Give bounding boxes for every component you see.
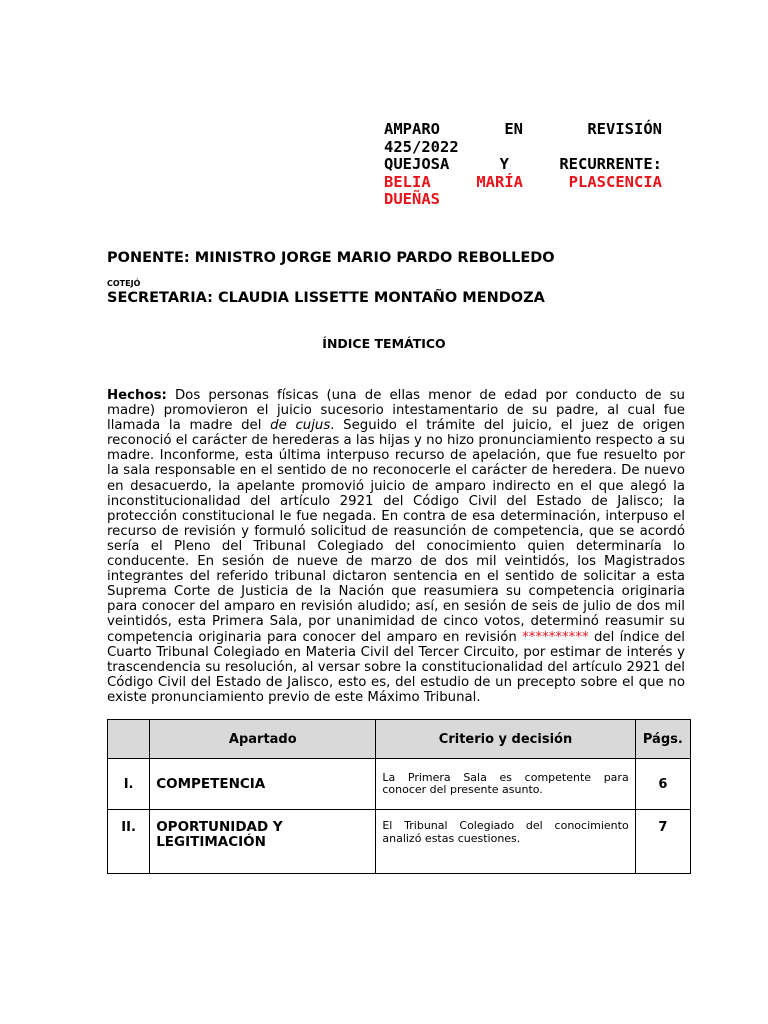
party-name-line1: BELIA MARÍA PLASCENCIA [384, 172, 662, 191]
row-criterio: La Primera Sala es competente para conocer del presente asunto. [376, 759, 635, 810]
table-row [108, 759, 691, 810]
index-title: ÍNDICE TEMÁTICO [322, 336, 446, 351]
row-apartado: OPORTUNIDAD Y LEGITIMACIÓN [150, 810, 376, 874]
header-criterio: Criterio y decisión [376, 720, 635, 759]
facts-text-c: del índice del Cuarto Tribunal Colegiado en Materia Civil del Tercer Circuito, por estimar de interés y trascendencia su resolución, al versar sobre la constitucionalidad del artículo 2921 del Código Civil del Estado de Jalisco, esto es, del estudio de un precepto sobre el que no existe pronunciamiento previo de este Máximo Tribunal. [107, 629, 685, 705]
ponente-line: PONENTE: MINISTRO JORGE MARIO PARDO REBOLLEDO [107, 250, 555, 266]
facts-paragraph [107, 388, 685, 705]
facts-text-b: . Seguido el trámite del juicio, el juez de origen reconoció el carácter de herederas a las hijas y no hizo pronunciamiento respecto a su madre. Inconforme, esta última interpuso recurso de apelación, que fue resuelto por la sala responsable en el sentido de no reconocerle el carácter de heredera. De nuevo en desacuerdo, la apelante promovió juicio de amparo indirecto en el que alegó la inconstitucionalidad del artículo 2921 del Código Civil del Estado de Jalisco; la protección constitucional le fue negada. En contra de esa determinación, interpuso el recurso de revisión y formuló solicitud de reasunción de competencia, que se acordó sería el Pleno del Tribunal Colegiado del conocimiento quien determinaría lo conducente. En sesión de nueve de marzo de dos mil veintidós, los Magistrados integrantes del referido tribunal dictaron sentencia en el sentido de solicitar a esta Suprema Corte de Justicia de la Nación que reasumiera su competencia originaria para conocer del amparo en revisión aludido; así, en sesión de seis de julio de dos mil veintidós, esta Primera Sala, por unanimidad de cinco votos, determinó reasumir su competencia originaria para conocer del amparo en revisión [107, 418, 685, 645]
row-criterio: El Tribunal Colegiado del conocimiento analizó estas cuestiones. [376, 810, 635, 874]
table-row [108, 810, 691, 874]
row-pags: 6 [635, 759, 690, 810]
header-num [108, 720, 150, 759]
row-num: II. [108, 810, 150, 874]
row-num: I. [108, 759, 150, 810]
cotejo-label: COTEJÓ [107, 279, 141, 288]
facts-label: Hechos: [107, 388, 167, 403]
facts-italic: de cujus [270, 418, 331, 434]
party-name-line2: DUEÑAS [384, 190, 440, 208]
case-number: 425/2022 [384, 137, 459, 156]
index-table [107, 719, 691, 874]
row-apartado: COMPETENCIA [150, 759, 376, 810]
table-header-row [108, 720, 691, 759]
header-pags: Págs. [635, 720, 690, 759]
facts-text-a: Dos personas físicas (una de ellas menor de edad por conducto de su madre) promovieron el juicio sucesorio intestamentario de su padre, al cual fue llamada la madre del [107, 388, 685, 434]
redacted-marker: ********** [522, 629, 589, 645]
secretaria-line: SECRETARIA: CLAUDIA LISSETTE MONTAÑO MENDOZA [107, 290, 545, 306]
row-pags: 7 [635, 810, 690, 874]
case-type: AMPARO EN REVISIÓN [384, 120, 662, 138]
case-header [384, 121, 662, 209]
header-apartado: Apartado [150, 720, 376, 759]
party-role: QUEJOSA Y RECURRENTE: [384, 155, 662, 173]
